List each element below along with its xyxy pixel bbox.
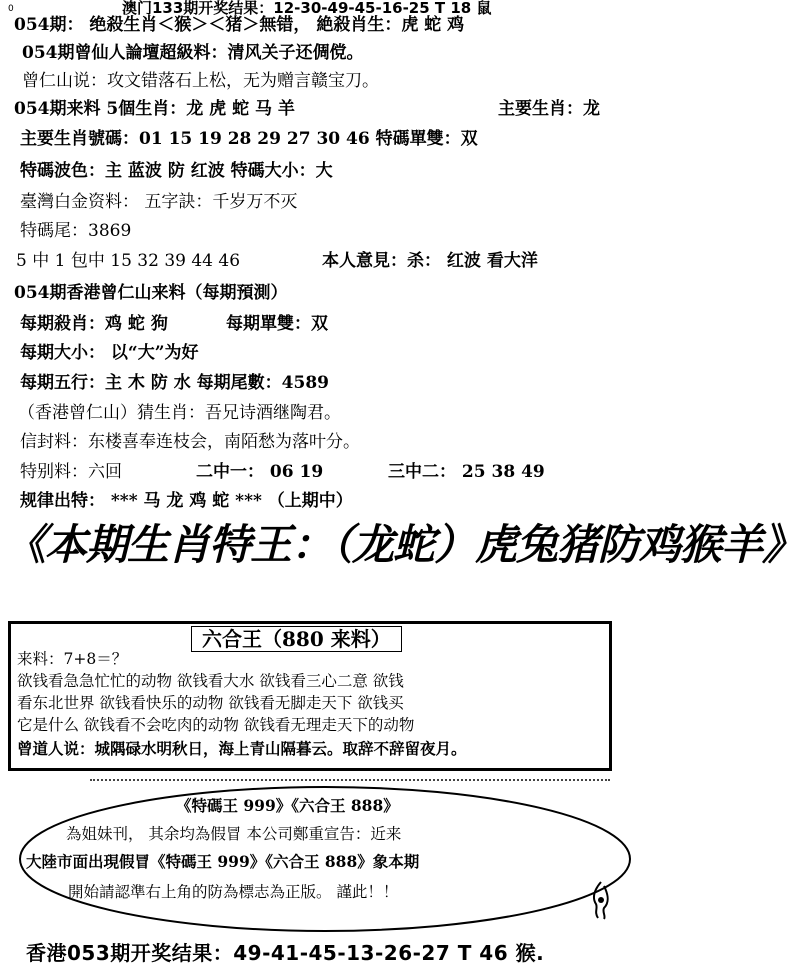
line-odd-even: 每期單雙：双 (226, 314, 328, 334)
line-three-of-two: 三中二： 25 38 49 (388, 462, 545, 482)
line-two-of-one: 二中一： 06 19 (196, 462, 324, 482)
line-main-zodiac: 主要生肖：龙 (498, 99, 600, 119)
line-big-small: 每期大小： 以“大”为好 (20, 343, 199, 363)
line-kill-zodiac: 054期： 绝殺生肖＜猴＞＜猪＞無错， 絶殺肖生：虎 蛇 鸡 (14, 15, 465, 35)
line-hk-source: 054期香港曾仁山来料（每期預測） (14, 283, 288, 303)
line-pattern: 规律出特： *** 马 龙 鸡 蛇 *** （上期中） (20, 491, 353, 511)
box-line: 它是什么 欲钱看不会吃肉的动物 欲钱看无理走天下的动物 (17, 716, 415, 734)
line-special-material: 特别料：六回 (20, 462, 122, 482)
hk-result-footer: 香港053期开奖结果：49-41-45-13-26-27 T 46 猴. (26, 941, 545, 965)
line-personal-opinion: 本人意見：杀： 红波 看大洋 (322, 251, 538, 271)
notice-line: 大陸市面出現假冒《特碼王 999》《六合王 888》象本期 (26, 852, 420, 871)
line-five-zodiac: 054期来料 5個生肖：龙 虎 蛇 马 羊 (14, 99, 295, 119)
notice-line: 《特碼王 999》《六合王 888》 (176, 796, 399, 815)
macau-result-banner: 澳门133期开奖结果：12-30-49-45-16-25 T 18 鼠 (122, 0, 492, 17)
line-five-elements: 每期五行：主 木 防 水 每期尾數：4589 (20, 373, 329, 393)
box-line: 来料：7+8＝？ (17, 650, 128, 668)
line-special-tail: 特碼尾：3869 (20, 221, 132, 241)
seal-icon (588, 880, 614, 920)
line-kill-each: 每期殺肖：鸡 蛇 狗 (20, 314, 168, 334)
line-main-numbers: 主要生肖號碼：01 15 19 28 29 27 30 46 特碼單雙：双 (20, 129, 478, 149)
notice-line: 為姐妹刊， 其余均為假冒 本公司鄭重宣告：近来 (66, 825, 402, 843)
line-zeng-says: 曾仁山说：攻文错落石上松，无为赠言赣宝刀。 (22, 71, 379, 91)
liuhe-box (8, 621, 612, 771)
line-five-hit-one: 5 中 1 包中 15 32 39 44 46 (16, 251, 241, 271)
corner-mark: 0 (8, 4, 14, 14)
box-line: 欲钱看急急忙忙的动物 欲钱看大水 欲钱看三心二意 欲钱 (17, 672, 404, 690)
line-envelope: 信封料：东楼喜奉连枝会，南陌愁为落叶分。 (20, 432, 360, 452)
notice-oval (16, 783, 634, 935)
line-guess-zodiac: （香港曾仁山）猜生肖：吾兄诗酒继陶君。 (18, 403, 341, 423)
box-line: 看东北世界 欲钱看快乐的动物 欲钱看无脚走天下 欲钱买 (17, 694, 404, 712)
box-title: 六合王（880 来料） (191, 626, 402, 652)
notice-line: 開始請認準右上角的防為標志為正版。 謹此！！ (68, 883, 399, 901)
line-taiwan-info: 臺灣白金资料： 五字訣：千岁万不灭 (20, 192, 298, 212)
big-headline: 《本期生肖特王：（龙蛇）虎兔猪防鸡猴羊》 (4, 520, 803, 569)
divider (90, 771, 610, 781)
line-forum-info: 054期曾仙人論壇超級料：清风关子还倜傥。 (22, 43, 364, 63)
box-line: 曾道人说：城隅碌水明秋日，海上青山隔暮云。取辞不辞留夜月。 (17, 739, 467, 758)
line-wave-color: 特碼波色：主 蓝波 防 红波 特碼大小：大 (20, 161, 333, 181)
